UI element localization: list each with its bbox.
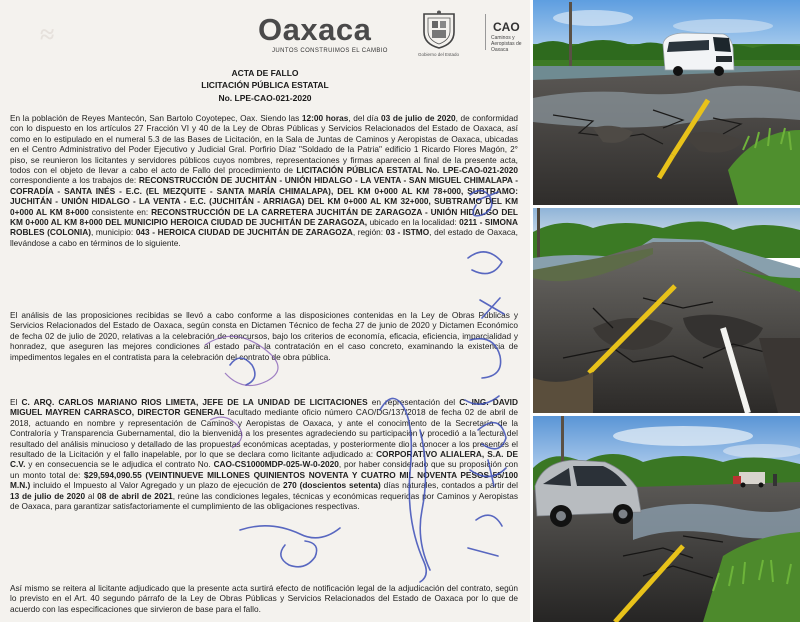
road-photo-damaged	[533, 208, 800, 413]
doc-number: No. LPE-CAO-021-2020	[218, 93, 312, 103]
state-seal-icon	[420, 10, 458, 50]
paragraph-award: El C. ARQ. CARLOS MARIANO RIOS LIMETA, JEFE DE LA UNIDAD DE LICITACIONES en representación del C. ING. DAVID MIGUEL MAYREN CARRASCO, DIRECTOR GENERAL facultado mediante oficio número CAO/DG/137/2018 de fecha 02 de abril de 2018, actuando en nombre y representación de Caminos y Aeropistas de Oaxaca, y ante el conocimiento de la Secretaría de la Contraloría y Transparencia Gubernamental, dio la bienvenida a los presentes agradeciendo su participación y procedió a la lectura del resultado del análisis minucioso y detallado de las propuestas económicas aceptadas, y posteriormente dio a conocer a los presentes el resultado de la Licitación y el fallo inapelable, por lo que se declara como licitante adjudicado a: CORPORATIVO ALIALERA, S.A. DE C.V. y en consecuencia se le adjudica el contrato No. CAO-CS1000MDP-025-W-0-2020, por haber considerado que su proposición con un monto total de: $29,594,090.55 (VEINTINUEVE MILLONES QUINIENTOS NOVENTA Y CUATRO MIL NOVENTA PESOS 55/100 M.N.) incluido el Impuesto al Valor Agregado y un plazo de ejecución de 270 (doscientos setenta) días naturales, contados a partir del 13 de julio de 2020 al 08 de abril de 2021, reúne las condiciones legales, técnicas y económicas requeridas por Caminos y Aeropistas de Oaxaca, para garantizar satisfactoriamente el cumplimiento de las obligaciones respectivas.	[10, 397, 519, 512]
cao-subtitle: Caminos y Aeropistas de Oaxaca	[491, 35, 522, 53]
logo-slogan: JUNTOS CONSTRUIMOS EL CAMBIO	[272, 48, 388, 54]
paragraph-notification: Así mismo se reitera al licitante adjudicado que la presente acta surtirá efecto de notificación legal de la adjudicación del contrato, según lo previsto en el Art. 40 segundo párrafo de la Ley de Obras Públicas y Servicios Relacionados del Estado de Oaxaca por lo que de acuerdo con las especificaciones que sirvieron de base para el fallo.	[10, 583, 518, 614]
seal-caption: Gobierno del Estado	[418, 52, 460, 57]
paragraph-opening: En la población de Reyes Mantecón, San Bartolo Coyotepec, Oax. Siendo las 12:00 horas, del día 03 de julio de 2020, de conformidad con lo dispuesto en los artículos 27 Fracción VI y 40 de la Ley de Obras Públicas y Servicios Relacionados del Estado de Oaxaca, así como en lo estipulado en el numeral 5.3 de las Bases de Licitación, en la Sala de Juntas de Caminos y Aeropistas de Oaxaca, ubicadas en el Centro Administrativo del Poder Ejecutivo y Judicial Gral. Porfirio Díaz "Soldado de la Patria" edificio 1 Ricardo Flores Magón, 2° piso, se reunieron los licitantes y servidores públicos cuyos nombres, representaciones y firmas aparecen al final de la presente acta, todos con el objeto de llevar a cabo el acto de Fallo del procedimiento de LICITACIÓN PÚBLICA ESTATAL No. LPE-CAO-021-2020 correspondiente a los trabajos de: RECONSTRUCCIÓN DE JUCHITÁN - UNIÓN HIDALGO - LA VENTA - SAN MIGUEL CHIMALAPA - COFRADÍA - SANTA INÉS - E.C. (EL MEZQUITE - SANTA MARÍA CHIMALAPA), DEL KM 0+000 AL KM 78+000, SUBTRAMO: JUCHITÁN - UNIÓN HIDALGO - LA VENTA - E.C. (JUCHITÁN - ARRIAGA) DEL KM 0+000 AL KM 32+000, SUBTRAMO DEL KM 0+000 AL KM 8+000 consistente en: RECONSTRUCCIÓN DE LA CARRETERA JUCHITÁN DE ZARAGOZA - UNIÓN HIDALGO DEL KM 0+000 AL KM 8+000 DEL MUNICIPIO HEROICA CIUDAD DE JUCHITÁN DE ZARAGOZA, ubicado en la localidad: 0211 - SIMONA ROBLES (COLONIA), municipio: 043 - HEROICA CIUDAD DE JUCHITÁN DE ZARAGOZA, región: 03 - ISTMO, del estado de Oaxaca, llevándose a cabo en términos de lo siguiente.	[10, 113, 519, 248]
doc-subtitle: LICITACIÓN PÚBLICA ESTATAL	[201, 80, 329, 90]
road-photo-car	[533, 416, 800, 622]
paragraph-analysis: El análisis de las proposiciones recibidas se llevó a cabo conforme a las disposiciones contenidas en la Ley de Obras Públicas y Servicios Relacionados del Estado de Oaxaca, según consta en Dictamen Técnico de fecha 27 de junio de 2020 y Dictamen Económico de fecha 02 de julio de 2020, relativas a la celebración de concursos, bajo los criterios de economía, eficacia, eficiencia, imparcialidad y honradez, que aseguren las mejores condiciones al estado para la contratación en el caso concreto, examinando la existencia de impedimentos legales en el contratista para la celebración del contrato de obra pública.	[10, 310, 518, 362]
cao-label: CAO	[493, 20, 520, 34]
van-icon	[663, 33, 734, 76]
doc-title: ACTA DE FALLO	[231, 68, 299, 78]
watermark-left: ≈	[40, 20, 57, 49]
oaxaca-logo: Oaxaca	[258, 12, 372, 47]
document-header	[0, 0, 530, 60]
header-divider	[485, 14, 486, 50]
road-photo-van	[533, 0, 800, 205]
